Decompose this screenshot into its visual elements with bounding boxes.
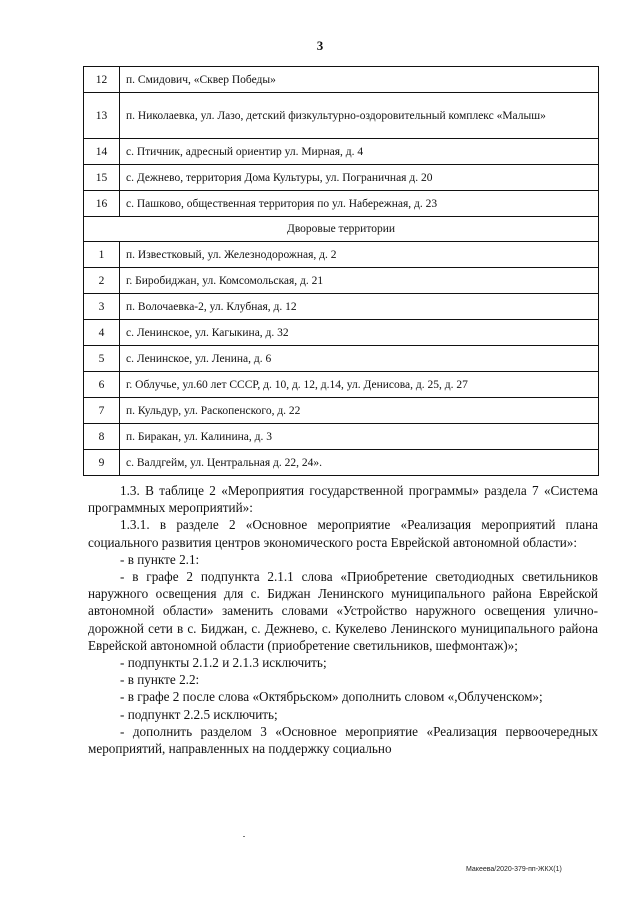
row-address: п. Волочаевка-2, ул. Клубная, д. 12 (120, 294, 599, 320)
paragraph: - подпункты 2.1.2 и 2.1.3 исключить; (120, 655, 327, 671)
paragraph: - в графе 2 подпункта 2.1.1 слова «Приобретение светодиодных светильников наружного освещения для с. Биджан Ленинского муниципального района Еврейской автономной области» заменить словами «Устройство наружного освещения улично-дорожной сети в с. Биджан, с. Дежнево, с. Кукелево Ленинского муниципального района Еврейской автономной области (приобретение светильников, шефмонтаж)»; (88, 569, 598, 653)
table-row (84, 191, 599, 217)
section-row (84, 217, 599, 242)
row-address: с. Ленинское, ул. Кагыкина, д. 32 (120, 320, 599, 346)
table-row (84, 93, 599, 139)
row-address: с. Ленинское, ул. Ленина, д. 6 (120, 346, 599, 372)
paragraph: - дополнить разделом 3 «Основное мероприятие «Реализация первоочередных мероприятий, направленных на поддержку социально (88, 723, 598, 757)
paragraph: - в графе 2 после слова «Октябрьском» дополнить словом «,Облученском»; (120, 689, 543, 705)
table-row (84, 372, 599, 398)
table-row (84, 268, 599, 294)
row-number: 13 (84, 93, 120, 139)
table-row (84, 165, 599, 191)
paragraph: 1.3.1. в разделе 2 «Основное мероприятие «Реализация мероприятий плана социального развития центров экономического роста Еврейской автономной области»: (88, 517, 598, 550)
paragraph: - в пункте 2.2: (120, 672, 200, 688)
table-row (84, 346, 599, 372)
paragraph: - в пункте 2.1: (120, 551, 200, 567)
table-row (84, 242, 599, 268)
row-number: 1 (84, 242, 120, 268)
row-address: с. Дежнево, территория Дома Культуры, ул. Пограничная д. 20 (120, 165, 599, 191)
table-row (84, 67, 599, 93)
paragraph: - подпункт 2.2.5 исключить; (120, 706, 278, 722)
row-number: 4 (84, 320, 120, 346)
row-address: с. Пашково, общественная территория по ул. Набережная, д. 23 (120, 191, 599, 217)
paragraph: 1.3. В таблице 2 «Мероприятия государственной программы» раздела 7 «Система программных мероприятий»: (88, 483, 598, 516)
row-number: 5 (84, 346, 120, 372)
row-address: п. Известковый, ул. Железнодорожная, д. 2 (120, 242, 599, 268)
table-row (84, 398, 599, 424)
page-number: 3 (316, 38, 324, 53)
row-number: 6 (84, 372, 120, 398)
table-row (84, 450, 599, 476)
amendment-text (88, 482, 598, 757)
row-address: г. Биробиджан, ул. Комсомольская, д. 21 (120, 268, 599, 294)
table-row (84, 320, 599, 346)
row-address: п. Кульдур, ул. Раскопенского, д. 22 (120, 398, 599, 424)
table-row (84, 139, 599, 165)
section-title: Дворовые территории (84, 217, 599, 242)
row-address: с. Валдгейм, ул. Центральная д. 22, 24». (120, 450, 599, 476)
row-number: 8 (84, 424, 120, 450)
row-address: п. Биракан, ул. Калинина, д. 3 (120, 424, 599, 450)
row-number: 16 (84, 191, 120, 217)
row-number: 2 (84, 268, 120, 294)
row-address: г. Облучье, ул.60 лет СССР, д. 10, д. 12, д.14, ул. Денисова, д. 25, д. 27 (120, 372, 599, 398)
row-address: п. Смидович, «Сквер Победы» (120, 67, 599, 93)
row-number: 3 (84, 294, 120, 320)
row-number: 9 (84, 450, 120, 476)
row-number: 14 (84, 139, 120, 165)
row-number: 7 (84, 398, 120, 424)
row-address: с. Птичник, адресный ориентир ул. Мирная, д. 4 (120, 139, 599, 165)
row-address: п. Николаевка, ул. Лазо, детский физкультурно-оздоровительный комплекс «Малыш» (120, 93, 599, 139)
row-number: 15 (84, 165, 120, 191)
table-row (84, 294, 599, 320)
scan-speck (243, 836, 245, 837)
row-number: 12 (84, 67, 120, 93)
footer-code: Макеева/2020-379-пп-ЖКХ(1) (466, 866, 562, 873)
objects-table (83, 66, 599, 476)
table-row (84, 424, 599, 450)
